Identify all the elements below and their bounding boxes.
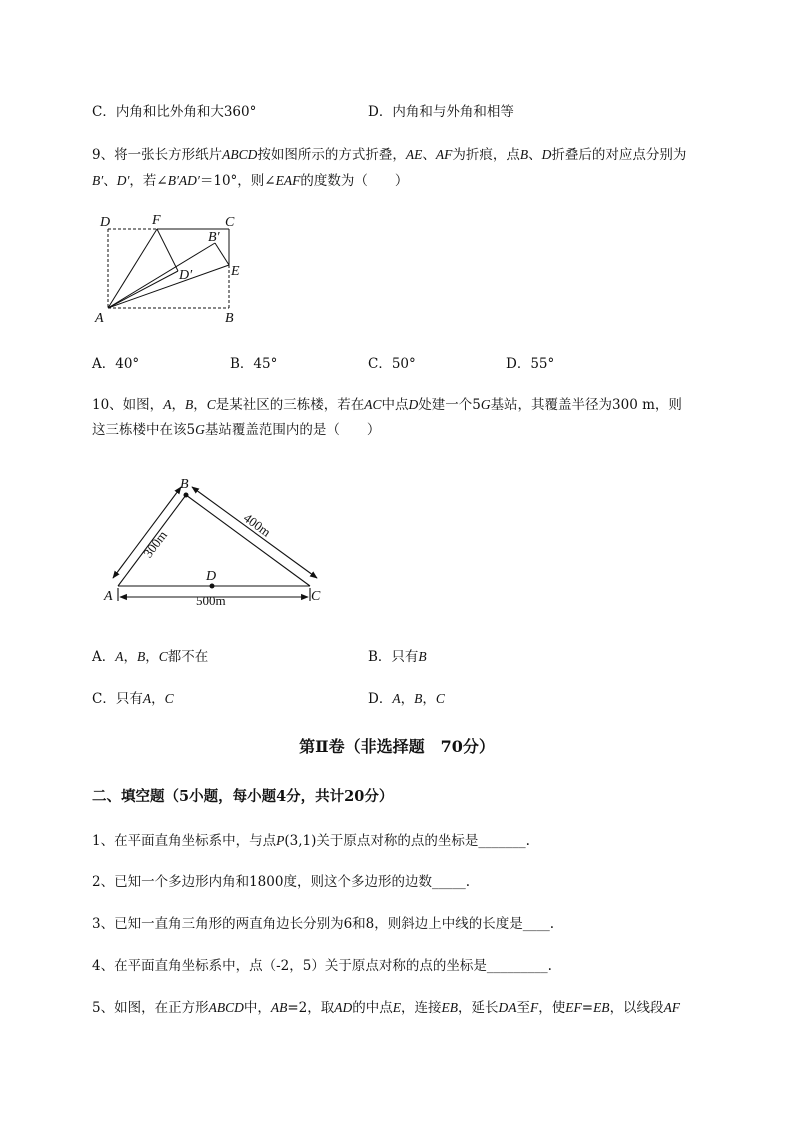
- q10-label-d: D: [206, 569, 217, 584]
- q10-option-c: C．只有A，C: [92, 691, 174, 707]
- section-subtitle: 二、填空题（5小题，每小题4分，共计20分）: [92, 788, 394, 805]
- q10-line-2: 这三栋楼中在该5G基站覆盖范围内的是（ ）: [92, 422, 381, 438]
- section-title: 第Ⅱ卷（非选择题 70分）: [299, 737, 495, 756]
- q10-option-d: D．A，B，C: [368, 691, 445, 707]
- fill-q4: 4、在平面直角坐标系中，点（-2，5）关于原点对称的点的坐标是_________.: [92, 958, 552, 974]
- q9-option-b: B．45°: [230, 356, 278, 372]
- q10-label-c: C: [311, 589, 321, 604]
- q9-label-f: F: [152, 213, 161, 228]
- fill-q2: 2、已知一个多边形内角和1800度，则这个多边形的边数_____.: [92, 874, 470, 890]
- q10-option-a: A．A，B，C都不在: [92, 649, 209, 665]
- q9-option-c: C．50°: [368, 356, 416, 372]
- q9-label-a: A: [95, 311, 104, 326]
- q10-line-1: 10、如图，A，B，C是某社区的三栋楼，若在AC中点D处建一个5G基站，其覆盖半径为300 m，则: [92, 397, 682, 413]
- q9-option-d: D．55°: [506, 356, 555, 372]
- q9-option-a: A．40°: [92, 356, 140, 372]
- q10-option-b: B．只有B: [368, 649, 427, 665]
- q10-label-a: A: [104, 589, 113, 604]
- fill-q3: 3、已知一直角三角形的两直角边长分别为6和8，则斜边上中线的长度是____.: [92, 916, 555, 932]
- q10-label-bc: 400m: [240, 510, 274, 540]
- q9-line-1: 9、将一张长方形纸片ABCD按如图所示的方式折叠，AE、AF为折痕，点B、D折叠后的对应点分别为: [92, 147, 687, 163]
- q9-label-bprime: B′: [208, 230, 220, 245]
- q9-label-c: C: [225, 215, 235, 230]
- q10-label-ac: 500m: [196, 593, 226, 608]
- fill-q5: 5、如图，在正方形ABCD中，AB=2，取AD的中点E，连接EB，延长DA至F，使EF=EB，以线段AF: [92, 1000, 681, 1016]
- q9-label-e: E: [231, 264, 240, 279]
- q9-label-b: B: [225, 311, 234, 326]
- q10-label-b: B: [180, 477, 189, 492]
- q9-label-d: D: [100, 215, 111, 230]
- q9-line-2: B′、D′，若∠B′AD′＝10°，则∠EAF的度数为（ ）: [92, 173, 409, 189]
- q9-label-dprime: D′: [179, 268, 193, 283]
- q8-option-d: D．内角和与外角和相等: [368, 104, 514, 120]
- q8-option-c: C．内角和比外角和大360°: [92, 104, 257, 120]
- q10-label-ab: 300m: [140, 527, 170, 561]
- fill-q1: 1、在平面直角坐标系中，与点P(3,1)关于原点对称的点的坐标是_______.: [92, 833, 530, 849]
